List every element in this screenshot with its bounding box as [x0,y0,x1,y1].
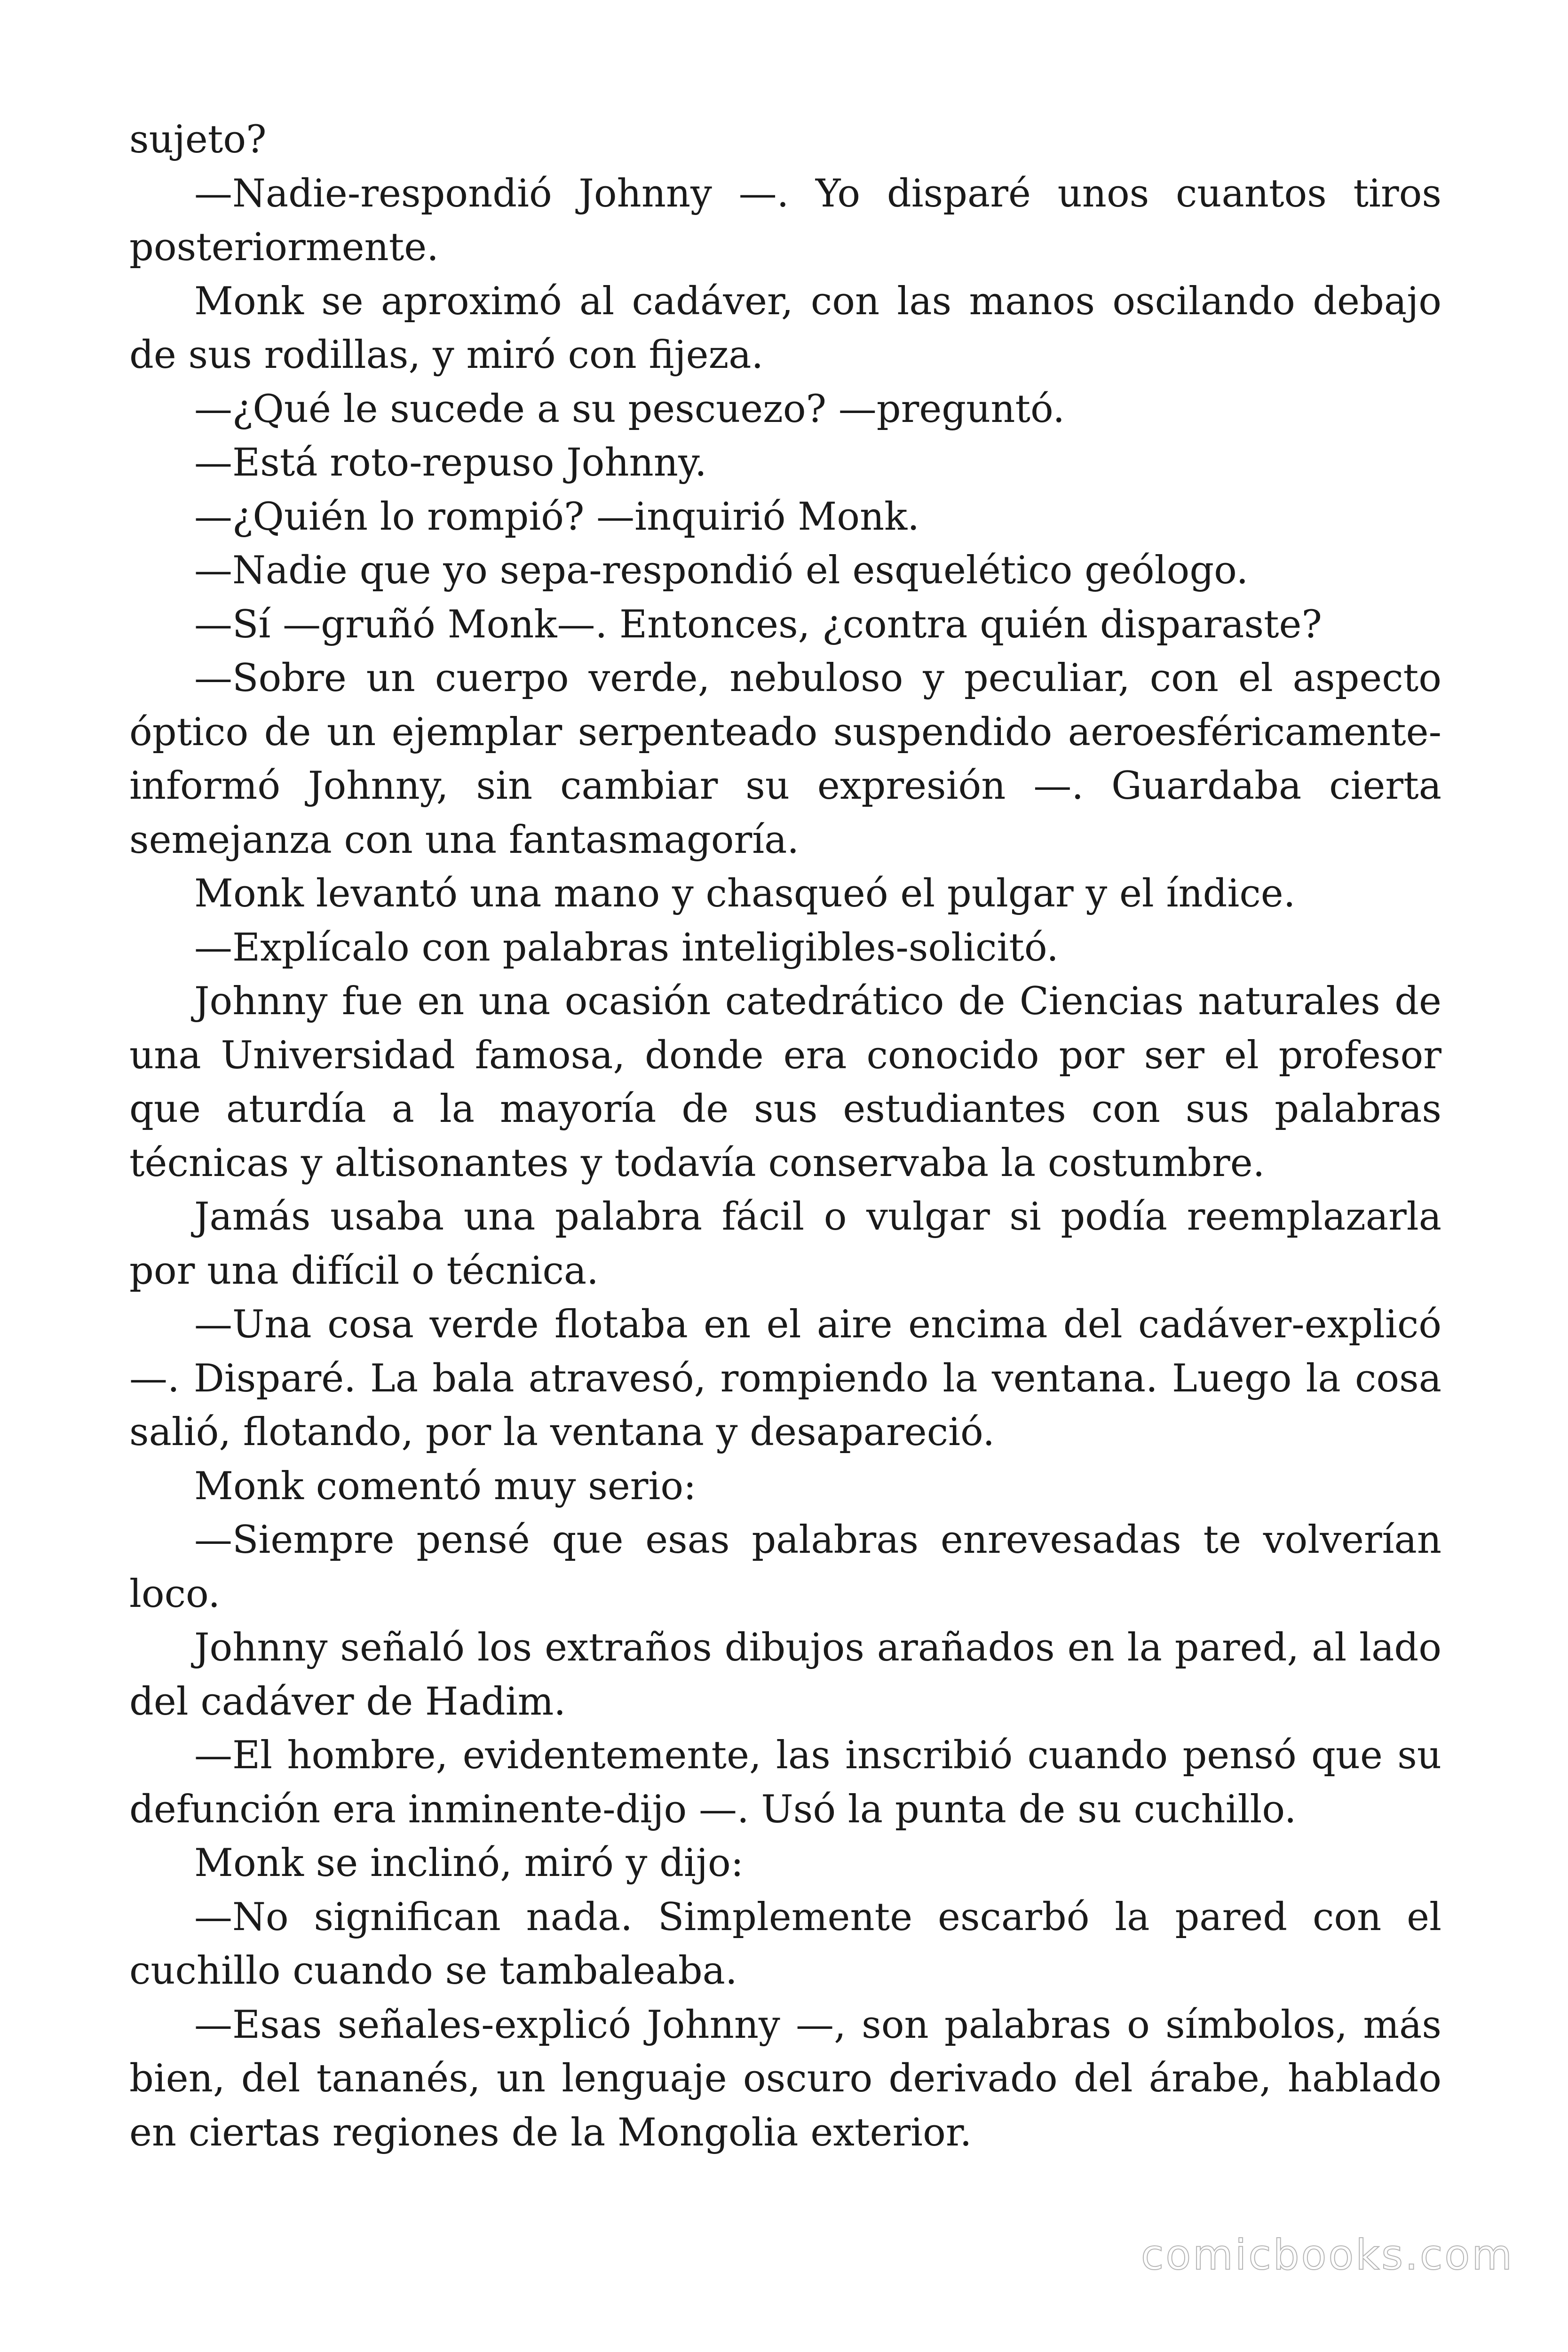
paragraph: Johnny señaló los extraños dibujos arañados en la pared, al lado del cadáver de Hadim. [129,1626,1441,1724]
paragraph: Monk levantó una mano y chasqueó el pulgar y el índice. [194,872,1296,916]
paragraph: —El hombre, evidentemente, las inscribió cuando pensó que su defunción era inminente-dijo —. Usó la punta de su cuchillo. [129,1733,1441,1832]
body-text [129,113,1441,2160]
paragraph: —Está roto-repuso Johnny. [194,441,707,485]
paragraph: sujeto? [129,118,267,162]
paragraph: —No significan nada. Simplemente escarbó la pared con el cuchillo cuando se tambaleaba. [129,1895,1441,1993]
paragraph: —Siempre pensé que esas palabras enrevesadas te volverían loco. [129,1518,1441,1616]
paragraph: Monk se inclinó, miró y dijo: [194,1841,744,1885]
watermark: comicbooks.com [1140,2231,1514,2279]
paragraph: —Esas señales-explicó Johnny —, son palabras o símbolos, más bien, del tananés, un lenguaje oscuro derivado del árabe, hablado en ciertas regiones de la Mongolia exterior. [129,2002,1441,2155]
paragraph: —¿Qué le sucede a su pescuezo? —preguntó. [194,387,1065,431]
paragraph: Monk se aproximó al cadáver, con las manos oscilando debajo de sus rodillas, y miró con fijeza. [129,279,1441,377]
paragraph: —Sobre un cuerpo verde, nebuloso y peculiar, con el aspecto óptico de un ejemplar serpenteado suspendido aeroesféricamente-informó Johnny, sin cambiar su expresión —. Guardaba cierta semejanza con una fantasmagoría. [129,656,1441,862]
paragraph: —Sí —gruñó Monk—. Entonces, ¿contra quién disparaste? [194,602,1322,647]
paragraph: Johnny fue en una ocasión catedrático de Ciencias naturales de una Universidad famosa, donde era conocido por ser el profesor que aturdía a la mayoría de sus estudiantes con sus palabras técnicas y altisonantes y todavía conservaba la costumbre. [129,979,1441,1185]
paragraph: Monk comentó muy serio: [194,1464,697,1509]
paragraph: —Explícalo con palabras inteligibles-solicitó. [194,925,1059,970]
paragraph: —Nadie que yo sepa-respondió el esquelético geólogo. [194,548,1249,593]
paragraph: Jamás usaba una palabra fácil o vulgar si podía reemplazarla por una difícil o técnica. [129,1195,1441,1293]
paragraph: —¿Quién lo rompió? —inquirió Monk. [194,494,920,539]
paragraph: —Una cosa verde flotaba en el aire encima del cadáver-explicó —. Disparé. La bala atravesó, rompiendo la ventana. Luego la cosa salió, flotando, por la ventana y desapareció. [129,1303,1441,1454]
paragraph: —Nadie-respondió Johnny —. Yo disparé unos cuantos tiros posteriormente. [129,171,1441,270]
